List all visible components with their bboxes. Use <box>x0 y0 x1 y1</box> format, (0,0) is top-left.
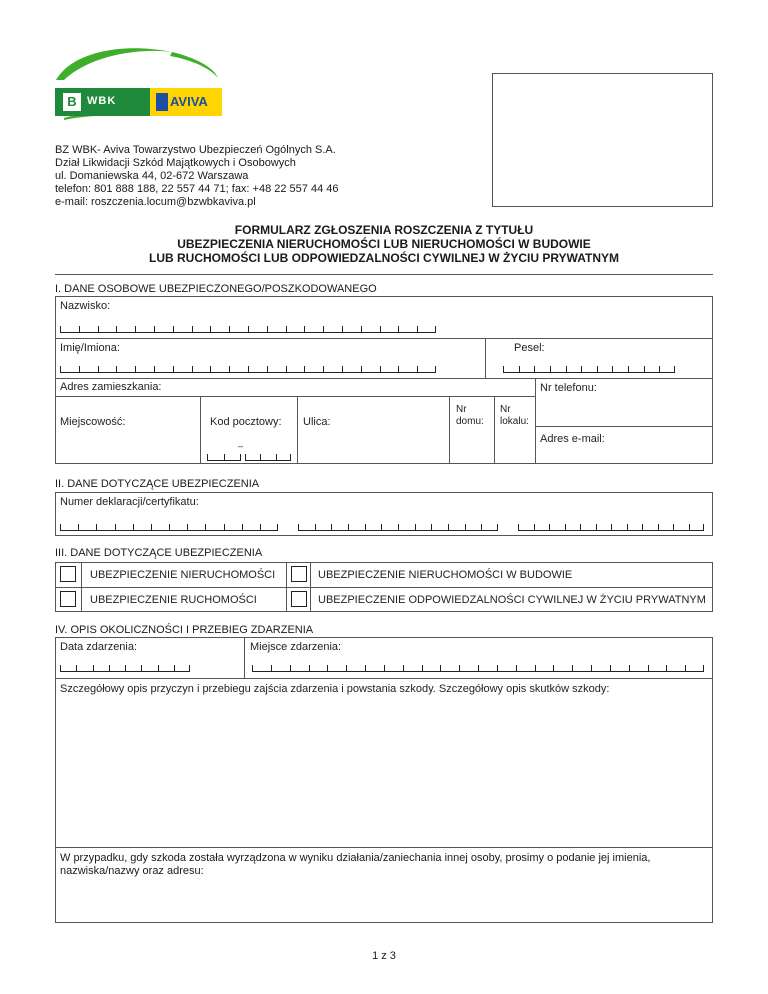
comb-tick <box>431 524 432 530</box>
comb-tick <box>380 326 381 332</box>
comb-tick <box>384 665 385 671</box>
opt4-label: UBEZPIECZENIE ODPOWIEDZALNOŚCI CYWILNEJ W ŻYCIU PRYWATNYM <box>318 594 706 606</box>
email-label: Adres e-mail: <box>540 433 605 445</box>
section-1-row-divider-2 <box>55 378 713 379</box>
logo-wbk-text: WBK <box>87 95 117 107</box>
comb-tick <box>448 524 449 530</box>
declaration-input-3[interactable] <box>518 525 704 531</box>
comb-tick <box>415 524 416 530</box>
comb-tick <box>60 326 61 332</box>
comb-tick <box>192 366 193 372</box>
comb-tick <box>503 366 504 372</box>
comb-tick <box>267 366 268 372</box>
comb-tick <box>260 454 261 460</box>
logo-wbk-block <box>55 88 150 116</box>
postal-dash: – <box>238 441 244 451</box>
comb-tick <box>550 366 551 372</box>
comb-tick <box>141 665 142 671</box>
comb-tick <box>224 524 225 530</box>
comb-tick <box>629 665 630 671</box>
section-3-mid-line <box>55 587 713 588</box>
names-label: Imię/Imiona: <box>60 342 120 354</box>
opt2-label: UBEZPIECZENIE NIERUCHOMOŚCI W BUDOWIE <box>318 569 573 581</box>
company-line-5: e-mail: roszczenia.locum@bzwbkaviva.pl <box>55 196 256 208</box>
comb-tick <box>187 524 188 530</box>
comb-tick <box>290 454 291 460</box>
comb-tick <box>342 366 343 372</box>
place-input[interactable] <box>252 666 704 672</box>
date-input[interactable] <box>60 666 190 672</box>
comb-tick <box>440 665 441 671</box>
comb-tick <box>331 524 332 530</box>
comb-tick <box>304 366 305 372</box>
comb-tick <box>549 524 550 530</box>
comb-tick <box>516 665 517 671</box>
phone-divider <box>535 426 713 427</box>
comb-tick <box>78 524 79 530</box>
section-2-heading: II. DANE DOTYCZĄCE UBEZPIECZENIA <box>55 478 260 490</box>
comb-tick <box>207 454 208 460</box>
comb-tick <box>93 665 94 671</box>
comb-tick <box>361 366 362 372</box>
surname-input[interactable] <box>60 327 436 333</box>
comb-tick <box>459 665 460 671</box>
comb-tick <box>581 366 582 372</box>
form-title-line-3: LUB RUCHOMOŚCI LUB ODPOWIEDZALNOŚCI CYWILNEJ W ŻYCIU PRYWATNYM <box>149 251 619 265</box>
section-1-row-divider-3 <box>55 396 535 397</box>
comb-tick <box>277 524 278 530</box>
comb-tick <box>327 665 328 671</box>
opt4-checkbox[interactable] <box>291 591 307 607</box>
comb-tick <box>60 524 61 530</box>
date-label: Data zdarzenia: <box>60 641 138 653</box>
comb-tick <box>116 366 117 372</box>
form-title-line-1: FORMULARZ ZGŁOSZENIA ROSZCZENIA Z TYTUŁU <box>234 223 534 237</box>
company-line-1: BZ WBK- Aviva Towarzystwo Ubezpieczeń Ogólnych S.A. <box>55 144 336 156</box>
comb-tick <box>76 665 77 671</box>
comb-tick <box>398 366 399 372</box>
comb-tick <box>417 366 418 372</box>
comb-tick <box>346 665 347 671</box>
comb-tick <box>435 366 436 372</box>
section-3-heading: III. DANE DOTYCZĄCE UBEZPIECZENIA <box>55 547 263 559</box>
comb-tick <box>361 326 362 332</box>
comb-tick <box>154 366 155 372</box>
street-divider <box>449 396 450 464</box>
logo-bz-mark: B <box>63 93 81 111</box>
comb-tick <box>286 326 287 332</box>
comb-tick <box>135 366 136 372</box>
comb-tick <box>309 665 310 671</box>
comb-tick <box>109 665 110 671</box>
comb-tick <box>98 366 99 372</box>
surname-label: Nazwisko: <box>60 300 111 312</box>
comb-tick <box>703 665 704 671</box>
comb-tick <box>685 665 686 671</box>
comb-tick <box>116 326 117 332</box>
comb-tick <box>154 326 155 332</box>
description-label: Szczegółowy opis przyczyn i przebiegu zajścia zdarzenia i powstania szkody. Szczegółowy opis skutków szkody: <box>60 683 610 695</box>
date-divider <box>244 637 245 678</box>
comb-tick <box>276 454 277 460</box>
comb-tick <box>381 524 382 530</box>
comb-tick <box>612 366 613 372</box>
comb-tick <box>534 366 535 372</box>
comb-tick <box>323 326 324 332</box>
comb-tick <box>173 366 174 372</box>
comb-tick <box>644 366 645 372</box>
declaration-input-1[interactable] <box>60 525 278 531</box>
comb-tick <box>60 366 61 372</box>
postal-code-input-1[interactable] <box>207 455 241 461</box>
comb-tick <box>398 524 399 530</box>
comb-tick <box>298 524 299 530</box>
comb-tick <box>125 665 126 671</box>
comb-tick <box>224 454 225 460</box>
comb-tick <box>689 524 690 530</box>
comb-tick <box>465 524 466 530</box>
comb-tick <box>422 665 423 671</box>
comb-tick <box>189 665 190 671</box>
section-3-chk-div-2 <box>310 562 311 612</box>
comb-tick <box>286 366 287 372</box>
postal-code-input-2[interactable] <box>245 455 291 461</box>
comb-tick <box>96 524 97 530</box>
comb-tick <box>79 326 80 332</box>
description-input[interactable] <box>56 698 712 846</box>
city-label: Miejscowość: <box>60 416 126 428</box>
section-4-divider-2 <box>55 847 713 848</box>
street-label: Ulica: <box>303 416 331 428</box>
comb-tick <box>173 326 174 332</box>
section-3-chk-div-1 <box>81 562 82 612</box>
comb-tick <box>417 326 418 332</box>
comb-tick <box>229 366 230 372</box>
comb-tick <box>658 524 659 530</box>
company-line-3: ul. Domaniewska 44, 02-672 Warszawa <box>55 170 249 182</box>
opt2-checkbox[interactable] <box>291 566 307 582</box>
comb-tick <box>610 665 611 671</box>
opt3-label: UBEZPIECZENIE RUCHOMOŚCI <box>90 594 257 606</box>
comb-tick <box>580 524 581 530</box>
comb-tick <box>703 524 704 530</box>
comb-tick <box>596 524 597 530</box>
comb-tick <box>365 524 366 530</box>
comb-tick <box>534 524 535 530</box>
comb-tick <box>666 665 667 671</box>
comb-tick <box>169 524 170 530</box>
section-4-heading: IV. OPIS OKOLICZNOŚCI I PRZEBIEG ZDARZENIA <box>55 624 314 636</box>
house-no-label-2: domu: <box>456 416 484 427</box>
comb-tick <box>323 366 324 372</box>
comb-tick <box>398 326 399 332</box>
comb-tick <box>271 665 272 671</box>
title-divider <box>55 274 713 275</box>
comb-tick <box>60 665 61 671</box>
comb-tick <box>174 665 175 671</box>
comb-tick <box>380 366 381 372</box>
third-party-input[interactable] <box>56 880 712 922</box>
comb-tick <box>133 524 134 530</box>
section-1-frame <box>55 296 713 464</box>
comb-tick <box>673 524 674 530</box>
declaration-input-2[interactable] <box>298 525 498 531</box>
logo-aviva-block <box>150 88 222 116</box>
comb-tick <box>478 665 479 671</box>
pesel-divider <box>485 338 486 378</box>
flat-divider <box>535 378 536 464</box>
pesel-label: Pesel: <box>514 342 545 354</box>
comb-tick <box>229 326 230 332</box>
stamp-box <box>492 73 713 207</box>
company-address <box>55 144 339 209</box>
comb-tick <box>210 326 211 332</box>
comb-tick <box>642 524 643 530</box>
place-label: Miejsce zdarzenia: <box>250 641 342 653</box>
section-3-col-divider <box>286 562 287 612</box>
company-line-4: telefon: 801 888 188, 22 557 44 71; fax: +48 22 557 44 46 <box>55 183 339 195</box>
opt1-checkbox[interactable] <box>60 566 76 582</box>
comb-tick <box>248 366 249 372</box>
comb-tick <box>566 366 567 372</box>
comb-tick <box>628 366 629 372</box>
comb-tick <box>79 366 80 372</box>
section-1-row-divider-1 <box>55 338 713 339</box>
flat-no-label-1: Nr <box>500 404 511 415</box>
comb-tick <box>553 665 554 671</box>
comb-tick <box>252 665 253 671</box>
house-no-label-1: Nr <box>456 404 467 415</box>
comb-tick <box>248 326 249 332</box>
page-number: 1 z 3 <box>372 950 396 962</box>
comb-tick <box>648 665 649 671</box>
comb-tick <box>210 366 211 372</box>
comb-tick <box>151 524 152 530</box>
comb-tick <box>115 524 116 530</box>
postal-divider <box>297 396 298 464</box>
comb-tick <box>260 524 261 530</box>
section-1-heading: I. DANE OSOBOWE UBEZPIECZONEGO/POSZKODOWANEGO <box>55 283 377 295</box>
comb-tick <box>192 326 193 332</box>
comb-tick <box>135 326 136 332</box>
comb-tick <box>597 366 598 372</box>
comb-tick <box>304 326 305 332</box>
comb-tick <box>315 524 316 530</box>
names-input[interactable] <box>60 367 436 373</box>
comb-tick <box>365 665 366 671</box>
company-line-2: Dział Likwidacji Szkód Majątkowych i Osobowych <box>55 157 296 169</box>
comb-tick <box>242 524 243 530</box>
pesel-input[interactable] <box>503 367 675 373</box>
opt3-checkbox[interactable] <box>60 591 76 607</box>
comb-tick <box>267 326 268 332</box>
form-title-line-2: UBEZPIECZENIA NIERUCHOMOŚCI LUB NIERUCHOMOŚCI W BUDOWIE <box>177 237 591 251</box>
opt1-label: UBEZPIECZENIE NIERUCHOMOŚCI <box>90 569 276 581</box>
house-divider <box>494 396 495 464</box>
address-label: Adres zamieszkania: <box>60 381 162 393</box>
comb-tick <box>519 366 520 372</box>
logo-aviva-text: AVIVA <box>170 94 208 109</box>
comb-tick <box>435 326 436 332</box>
comb-tick <box>611 524 612 530</box>
comb-tick <box>205 524 206 530</box>
city-divider <box>200 396 201 464</box>
comb-tick <box>403 665 404 671</box>
comb-tick <box>481 524 482 530</box>
comb-tick <box>245 454 246 460</box>
comb-tick <box>158 665 159 671</box>
comb-tick <box>518 524 519 530</box>
comb-tick <box>565 524 566 530</box>
comb-tick <box>674 366 675 372</box>
third-party-label: W przypadku, gdy szkoda została wyrządzona w wyniku działania/zaniechania innej osoby, prosimy o podanie jej imienia, nazwiska/nazwy oraz adresu: <box>60 852 651 877</box>
flat-no-label-2: lokalu: <box>500 416 529 427</box>
declaration-label: Numer deklaracji/certyfikatu: <box>60 496 199 508</box>
phone-label: Nr telefonu: <box>540 382 597 394</box>
comb-tick <box>497 524 498 530</box>
comb-tick <box>497 665 498 671</box>
comb-tick <box>659 366 660 372</box>
comb-tick <box>98 326 99 332</box>
comb-tick <box>591 665 592 671</box>
section-4-divider-1 <box>55 678 713 679</box>
comb-tick <box>240 454 241 460</box>
comb-tick <box>290 665 291 671</box>
logo-aviva-mark <box>156 93 168 111</box>
comb-tick <box>627 524 628 530</box>
comb-tick <box>342 326 343 332</box>
comb-tick <box>348 524 349 530</box>
postal-label: Kod pocztowy: <box>210 416 282 428</box>
comb-tick <box>535 665 536 671</box>
comb-tick <box>572 665 573 671</box>
